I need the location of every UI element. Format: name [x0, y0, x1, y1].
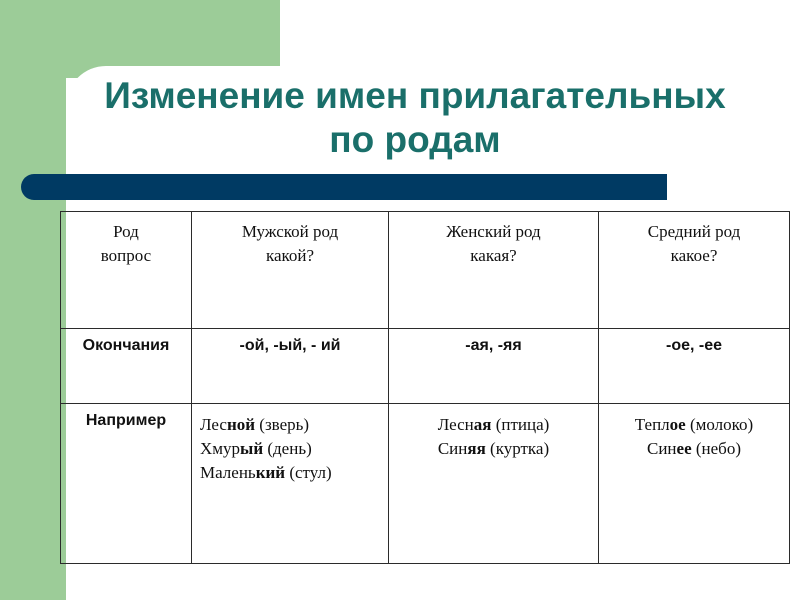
- decorative-title-bar: [21, 174, 667, 200]
- example-line: Маленький (стул): [200, 463, 332, 482]
- header-label: вопрос: [100, 246, 152, 265]
- examples-neuter: [599, 404, 790, 564]
- header-cell-neuter: [599, 212, 790, 329]
- header-label: Мужской род: [241, 222, 339, 241]
- gender-endings-table: [60, 211, 790, 564]
- decorative-green-strip: [0, 0, 66, 600]
- header-label: Род: [113, 222, 139, 241]
- header-question: какое?: [670, 246, 718, 265]
- example-line: Синяя (куртка): [437, 439, 550, 458]
- example-line: Теплое (молоко): [634, 415, 754, 434]
- table-header-row: [61, 212, 790, 329]
- header-label: Женский род: [446, 222, 541, 241]
- row-label-endings: Окончания: [61, 329, 192, 404]
- slide-title-line1: Изменение имен прилагательных: [104, 75, 726, 116]
- endings-masculine: -ой, -ый, - ий: [192, 329, 389, 404]
- header-cell-feminine: [389, 212, 599, 329]
- header-cell-masculine: [192, 212, 389, 329]
- header-label: Средний род: [647, 222, 741, 241]
- endings-neuter: -ое, -ее: [599, 329, 790, 404]
- examples-feminine: [389, 404, 599, 564]
- example-line: Синее (небо): [646, 439, 741, 458]
- table-row-endings: [61, 329, 790, 404]
- examples-masculine: [192, 404, 389, 564]
- endings-feminine: -ая, -яя: [389, 329, 599, 404]
- header-question: какая?: [470, 246, 517, 265]
- example-line: Хмурый (день): [200, 439, 312, 458]
- header-question: какой?: [265, 246, 315, 265]
- slide-title-line2: по родам: [329, 119, 501, 160]
- example-line: Лесная (птица): [437, 415, 550, 434]
- header-cell-gender-question: [61, 212, 192, 329]
- slide-title: [70, 74, 760, 162]
- example-line: Лесной (зверь): [200, 415, 310, 434]
- table-row-examples: [61, 404, 790, 564]
- row-label-examples: Например: [61, 404, 192, 564]
